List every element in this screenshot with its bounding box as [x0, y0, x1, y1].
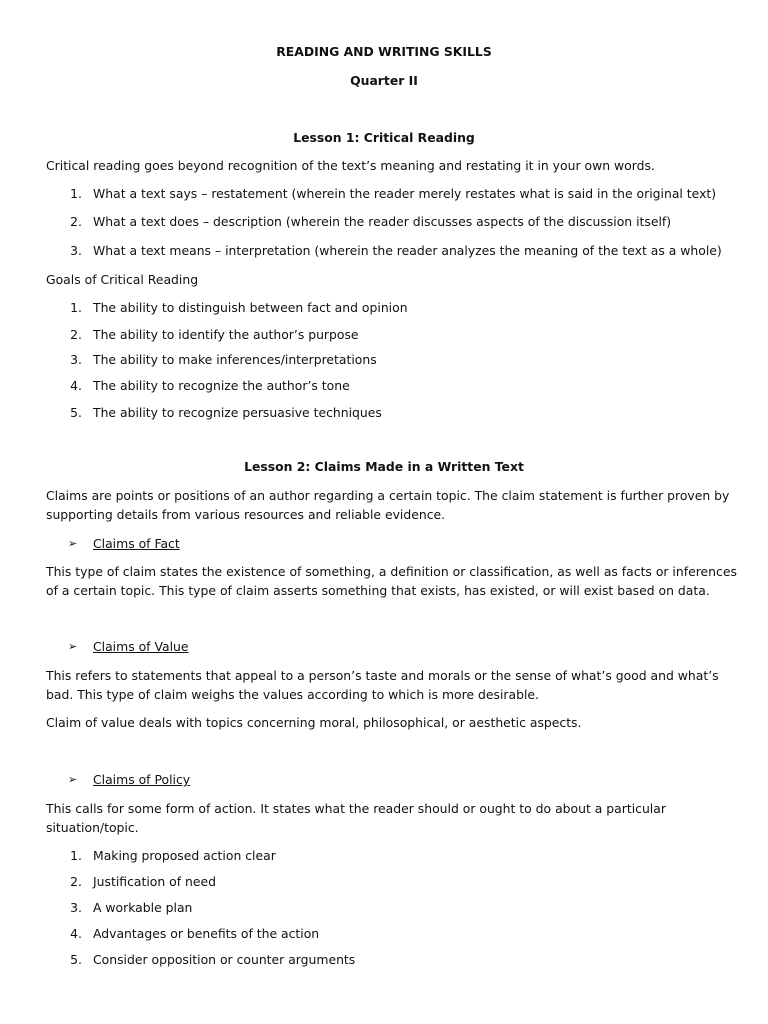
claims-of-value-title: Claims of Value	[93, 639, 189, 654]
claims-of-policy-text: This calls for some form of action. It states what the reader should or ought to do about a particular	[46, 801, 666, 816]
claims-of-fact-text: This type of claim states the existence of something, a definition or classification, as well as facts or inferences	[46, 564, 737, 579]
claims-of-value-text: bad. This type of claim weighs the values according to which is more desirable.	[46, 687, 539, 702]
list-item: Advantages or benefits of the action	[93, 926, 320, 941]
list-number: 1.	[70, 848, 82, 863]
list-number: 5.	[70, 952, 82, 967]
list-item: Consider opposition or counter arguments	[93, 952, 356, 967]
list-item: What a text does – description (wherein the reader discusses aspects of the discussion itself)	[93, 214, 672, 229]
list-item: What a text says – restatement (wherein the reader merely restates what is said in the original text)	[93, 186, 717, 201]
list-number: 3.	[70, 352, 82, 367]
claims-of-fact-text: of a certain topic. This type of claim asserts something that exists, has existed, or will exist based on data.	[46, 583, 710, 598]
lesson2-heading: Lesson 2: Claims Made in a Written Text	[244, 459, 524, 474]
document-title: READING AND WRITING SKILLS	[276, 44, 492, 59]
list-item: A workable plan	[93, 900, 193, 915]
arrow-bullet-icon: ➢	[68, 640, 78, 653]
list-number: 2.	[70, 327, 82, 342]
claims-of-policy-title: Claims of Policy	[93, 772, 191, 787]
arrow-bullet-icon: ➢	[68, 537, 78, 550]
list-item: What a text means – interpretation (wherein the reader analyzes the meaning of the text as a whole)	[93, 243, 722, 258]
arrow-bullet-icon: ➢	[68, 773, 78, 786]
list-number: 3.	[70, 900, 82, 915]
list-number: 3.	[70, 243, 82, 258]
list-item: The ability to identify the author’s purpose	[93, 327, 359, 342]
list-number: 4.	[70, 926, 82, 941]
list-number: 5.	[70, 405, 82, 420]
claims-of-value-text: This refers to statements that appeal to a person’s taste and morals or the sense of what’s good and what’s	[46, 668, 719, 683]
list-item: The ability to distinguish between fact and opinion	[93, 300, 408, 315]
list-number: 1.	[70, 186, 82, 201]
list-item: The ability to make inferences/interpretations	[93, 352, 377, 367]
claims-of-policy-text: situation/topic.	[46, 820, 139, 835]
list-number: 2.	[70, 874, 82, 889]
claims-of-fact-title: Claims of Fact	[93, 536, 180, 551]
list-item: Making proposed action clear	[93, 848, 276, 863]
list-number: 4.	[70, 378, 82, 393]
list-item: The ability to recognize the author’s tone	[93, 378, 350, 393]
list-number: 1.	[70, 300, 82, 315]
lesson2-intro-line: Claims are points or positions of an author regarding a certain topic. The claim statement is further proven by	[46, 488, 730, 503]
claims-of-value-note: Claim of value deals with topics concerning moral, philosophical, or aesthetic aspects.	[46, 715, 582, 730]
list-number: 2.	[70, 214, 82, 229]
quarter-label: Quarter II	[350, 73, 418, 88]
lesson1-heading: Lesson 1: Critical Reading	[293, 130, 475, 145]
list-item: The ability to recognize persuasive techniques	[93, 405, 382, 420]
list-item: Justification of need	[93, 874, 216, 889]
goals-label: Goals of Critical Reading	[46, 272, 199, 287]
lesson2-intro-line: supporting details from various resources and reliable evidence.	[46, 507, 446, 522]
lesson1-intro: Critical reading goes beyond recognition of the text’s meaning and restating it in your own words.	[46, 158, 655, 173]
